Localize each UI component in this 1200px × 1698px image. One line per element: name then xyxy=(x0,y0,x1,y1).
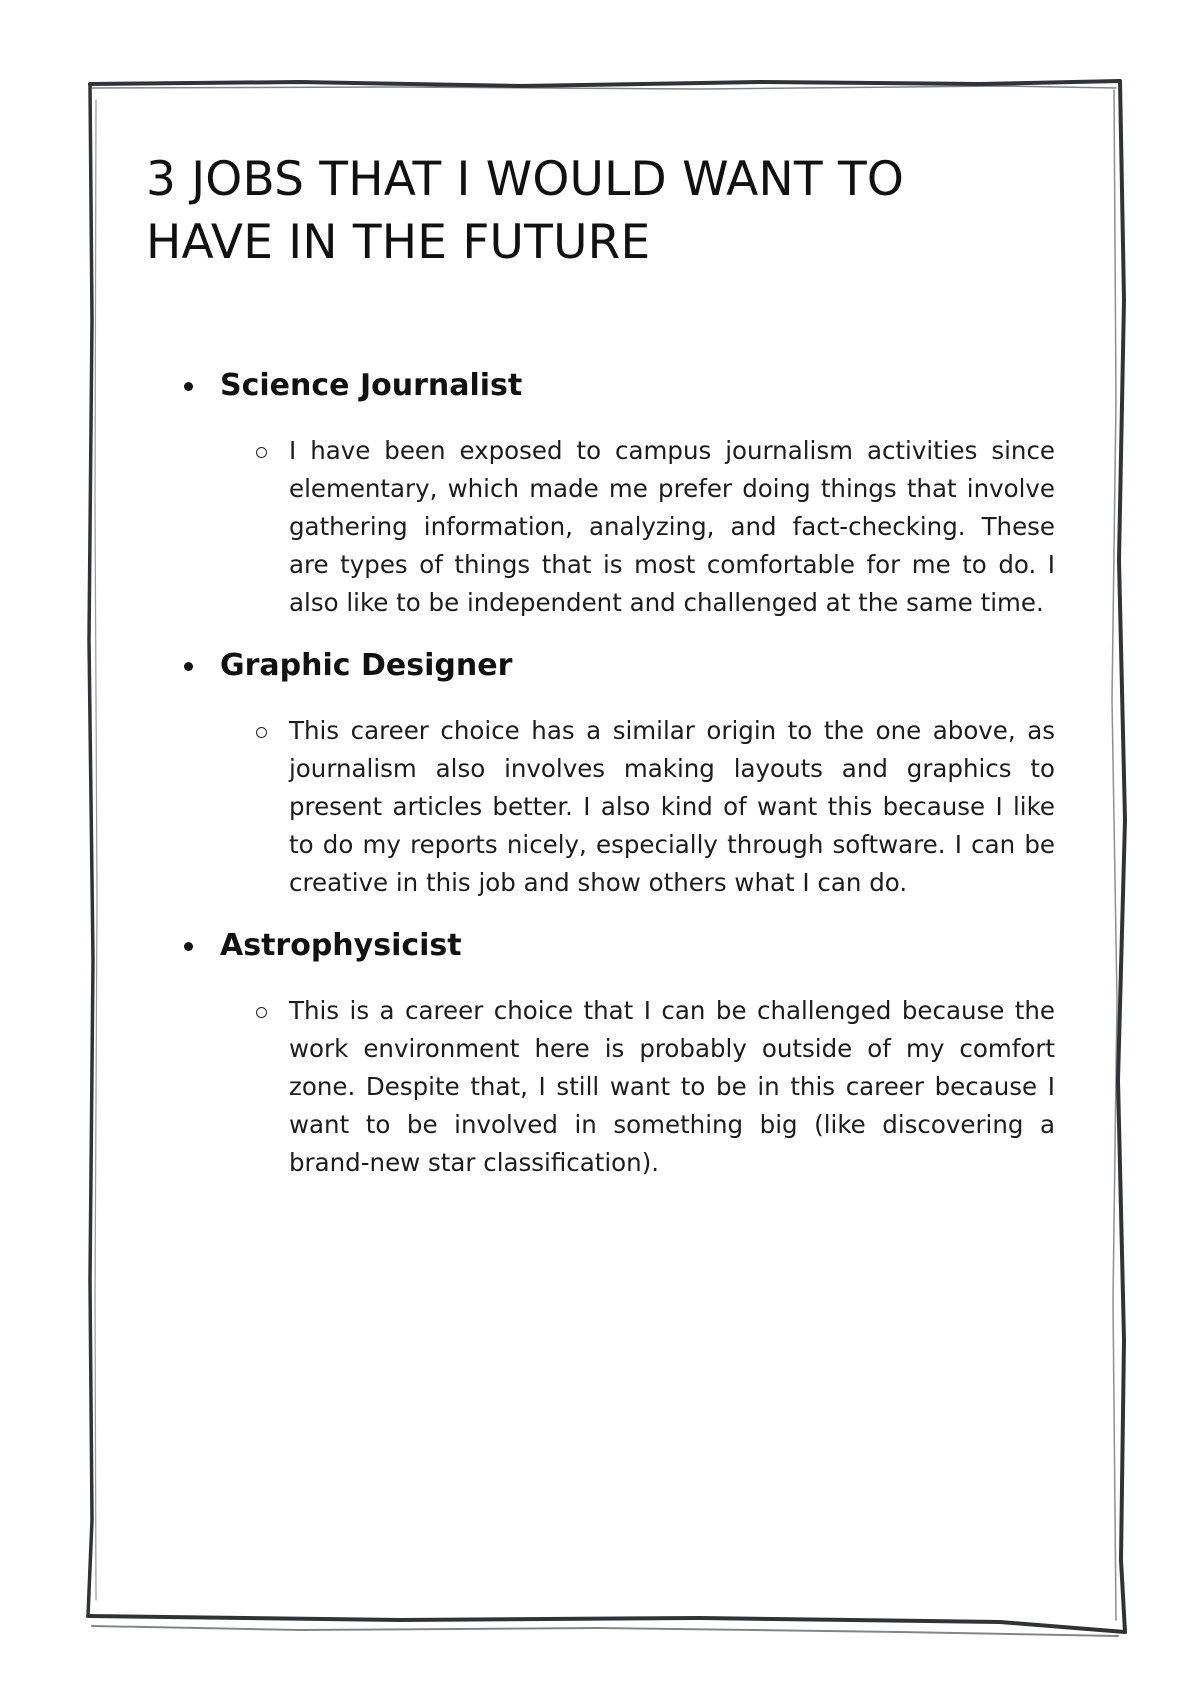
job-heading xyxy=(184,646,1061,686)
job-title: Science Journalist xyxy=(220,368,523,403)
circle-bullet-icon xyxy=(256,447,267,458)
job-item xyxy=(146,366,1061,622)
document-body xyxy=(146,148,1061,1206)
job-description: This career choice has a similar origin to the one above, as journalism also involves making layouts and graphics to present articles better. I also kind of want this because I like to do my reports nicely, especially through software. I can be creative in this job and show others what I can do. xyxy=(289,716,1055,897)
bullet-icon xyxy=(184,942,193,951)
document-title: 3 JOBS THAT I WOULD WANT TO HAVE IN THE FUTURE xyxy=(146,152,905,270)
job-description: This is a career choice that I can be challenged because the work environment here is probably outside of my comfort zone. Despite that, I still want to be in this career because I want to be involved in something big (like discovering a brand-new star classification). xyxy=(289,996,1055,1177)
circle-bullet-icon xyxy=(256,727,267,738)
bullet-icon xyxy=(184,382,193,391)
job-detail xyxy=(256,712,1061,902)
bullet-icon xyxy=(184,662,193,671)
job-item xyxy=(146,646,1061,902)
job-description: I have been exposed to campus journalism activities since elementary, which made me prefer doing things that involve gathering information, analyzing, and fact-checking. These are types of things that is most comfortable for me to do. I also like to be independent and challenged at the same time. xyxy=(289,436,1055,617)
job-detail xyxy=(256,992,1061,1182)
job-detail xyxy=(256,432,1061,622)
job-heading xyxy=(184,926,1061,966)
job-item xyxy=(146,926,1061,1182)
circle-bullet-icon xyxy=(256,1007,267,1018)
jobs-list xyxy=(146,366,1061,1182)
job-heading xyxy=(184,366,1061,406)
job-title: Graphic Designer xyxy=(220,648,513,683)
job-title: Astrophysicist xyxy=(220,928,462,963)
